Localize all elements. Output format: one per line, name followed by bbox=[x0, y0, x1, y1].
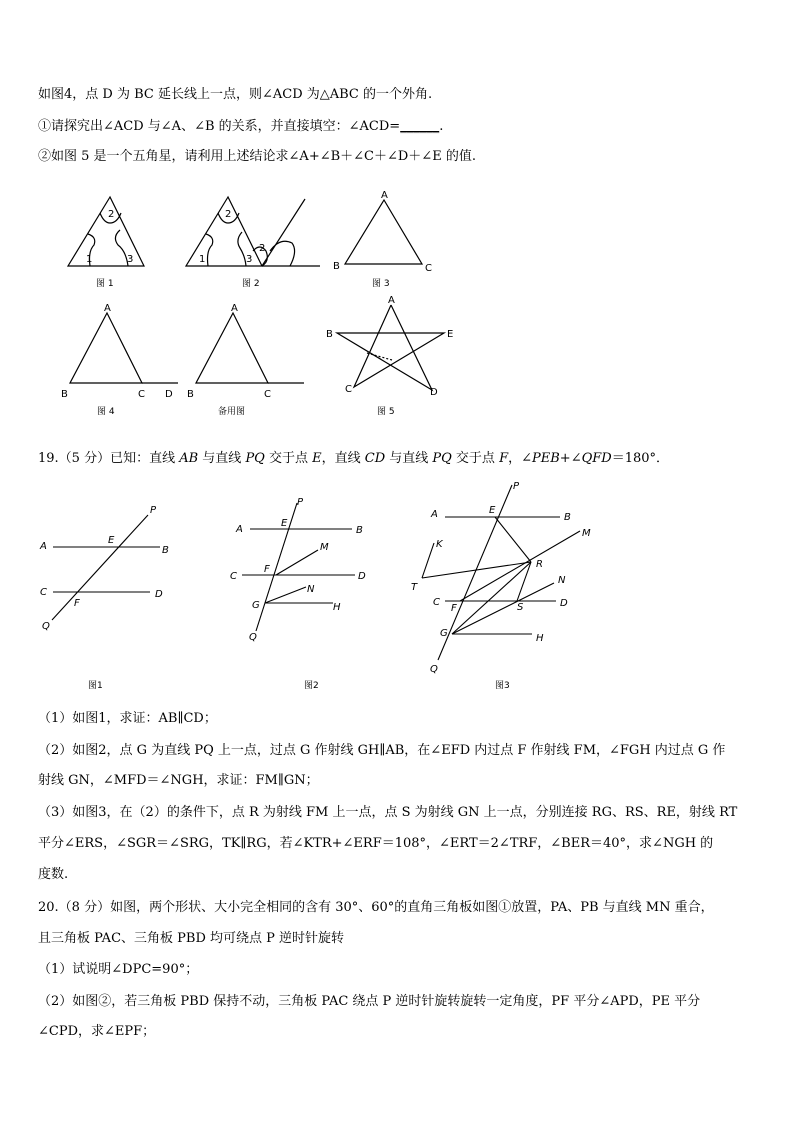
answer-blank: ______ bbox=[400, 119, 440, 134]
spare-label-B: B bbox=[187, 389, 194, 400]
fig19-3-label-D: D bbox=[560, 598, 568, 609]
fig2-label-1: 1 bbox=[199, 254, 206, 265]
q19-part-3-line-3: 度数. bbox=[38, 867, 69, 882]
figure-4-triangle bbox=[70, 313, 142, 383]
fig19-3-label-T: T bbox=[411, 582, 418, 593]
fig2-caption: 图 2 bbox=[242, 279, 260, 289]
spare-label-A: A bbox=[231, 303, 238, 314]
q19-stem-e: 与直线 bbox=[385, 451, 433, 466]
q19-AB: AB bbox=[179, 451, 199, 466]
fig19-2-label-N: N bbox=[307, 584, 315, 595]
q19-stem-g: ，∠ bbox=[508, 451, 532, 466]
q19-PQ2: PQ bbox=[432, 451, 452, 466]
fig19-3-label-P: P bbox=[513, 481, 520, 492]
question-1-prefix: ①请探究出∠ACD 与∠A、∠B 的关系，并直接填空：∠ACD= bbox=[38, 119, 401, 134]
q19-part-3-line-1: （3）如图3，在（2）的条件下，点 R 为射线 FM 上一点，点 S 为射线 GN 上一点，分别连接 RG、RS、RE，射线 RT bbox=[38, 805, 738, 820]
q19-stem-b: 与直线 bbox=[198, 451, 246, 466]
fig1-label-1: 1 bbox=[86, 254, 93, 265]
fig19-3-caption: 图3 bbox=[495, 681, 510, 691]
q19-stem-h: +∠ bbox=[559, 451, 582, 466]
spare-figure-triangle bbox=[196, 313, 268, 383]
fig19-1-caption: 图1 bbox=[88, 681, 103, 691]
q19-stem-a: 19.（5 分）已知：直线 bbox=[38, 451, 180, 466]
fig2-label-3: 3 bbox=[246, 254, 253, 265]
fig19-1-label-E: E bbox=[108, 535, 115, 546]
q19-PEB: PEB bbox=[532, 451, 560, 466]
fig19-1-label-A: A bbox=[40, 541, 47, 552]
question-1-suffix: . bbox=[439, 119, 444, 134]
q19-QFD: QFD bbox=[581, 451, 612, 466]
fig19-3-label-Q: Q bbox=[430, 664, 438, 675]
fig5-label-B: B bbox=[326, 329, 333, 340]
q19-part-2-line-1: （2）如图2，点 G 为直线 PQ 上一点，过点 G 作射线 GH∥AB，在∠EFD 内过点 F 作射线 FM，∠FGH 内过点 G 作 bbox=[38, 743, 726, 758]
q19-figures bbox=[0, 475, 794, 695]
fig19-2-label-G: G bbox=[252, 600, 260, 611]
q20-line-1: 20.（8 分）如图，两个形状、大小完全相同的含有 30°、60°的直角三角板如图①放置，PA、PB 与直线 MN 重合， bbox=[38, 900, 714, 915]
q19-part-1: （1）如图1，求证：AB∥CD； bbox=[38, 711, 217, 726]
figure-5-star bbox=[337, 305, 444, 390]
spare-caption: 备用图 bbox=[218, 407, 246, 417]
q19-E: E bbox=[312, 451, 322, 466]
fig4-label-D: D bbox=[165, 389, 173, 400]
fig5-label-E: E bbox=[447, 329, 454, 340]
fig5-label-A: A bbox=[388, 295, 395, 306]
fig19-3-label-N: N bbox=[558, 575, 566, 586]
fig19-2-label-A: A bbox=[236, 524, 243, 535]
fig1-caption: 图 1 bbox=[96, 279, 114, 289]
fig19-2-label-B: B bbox=[356, 525, 363, 536]
q19-stem-c: 交于点 bbox=[264, 451, 313, 466]
question-2: ②如图 5 是一个五角星，请利用上述结论求∠A+∠B＋∠C＋∠D＋∠E 的值. bbox=[38, 149, 476, 164]
fig19-1-label-C: C bbox=[40, 587, 47, 598]
q19-CD: CD bbox=[364, 451, 386, 466]
fig5-label-D: D bbox=[430, 387, 438, 398]
fig3-caption: 图 3 bbox=[372, 279, 390, 289]
q20-part-2-line-1: （2）如图②，若三角板 PBD 保持不动，三角板 PAC 绕点 P 逆时针旋转旋转一定角度，PF 平分∠APD，PE 平分 bbox=[38, 994, 701, 1009]
fig19-1-label-Q: Q bbox=[42, 621, 50, 632]
fig19-2-label-F: F bbox=[264, 564, 270, 575]
fig19-2-label-Q: Q bbox=[249, 632, 257, 643]
figure-3-triangle bbox=[345, 200, 422, 264]
fig5-label-C: C bbox=[345, 384, 352, 395]
q20-part-1: （1）试说明∠DPC=90°； bbox=[38, 962, 199, 977]
fig5-caption: 图 5 bbox=[377, 407, 395, 417]
fig19-3-label-C: C bbox=[433, 597, 440, 608]
fig19-3-label-S: S bbox=[517, 602, 524, 613]
fig19-2-label-M: M bbox=[320, 542, 329, 553]
intro-line-1: 如图4，点 D 为 BC 延长线上一点，则∠ACD 为△ABC 的一个外角. bbox=[38, 87, 433, 102]
fig1-label-3: 3 bbox=[127, 254, 134, 265]
fig19-3-label-B: B bbox=[564, 512, 571, 523]
figure-2-ray bbox=[262, 199, 305, 266]
fig4-caption: 图 4 bbox=[97, 407, 115, 417]
fig19-3-label-R: R bbox=[536, 559, 543, 570]
fig19-3-label-F: F bbox=[451, 603, 457, 614]
fig19-2-label-H: H bbox=[333, 602, 341, 613]
top-figures bbox=[0, 185, 794, 455]
q19-part-3-line-2: 平分∠ERS，∠SGR＝∠SRG，TK∥RG，若∠KTR+∠ERF＝108°，∠ERT＝2∠TRF，∠BER＝40°，求∠NGH 的 bbox=[38, 836, 714, 851]
fig19-2-label-D: D bbox=[358, 571, 366, 582]
fig19-2-label-C: C bbox=[230, 571, 237, 582]
fig19-1-label-D: D bbox=[155, 589, 163, 600]
q20-part-2-line-2: ∠CPD，求∠EPF； bbox=[38, 1024, 156, 1039]
fig19-3-label-H: H bbox=[536, 633, 544, 644]
q19-stem-f: 交于点 bbox=[451, 451, 500, 466]
fig1-label-2: 2 bbox=[108, 209, 115, 220]
fig19-3-label-M: M bbox=[582, 528, 591, 539]
q19-stem-d: ，直线 bbox=[321, 451, 365, 466]
fig3-label-A: A bbox=[381, 190, 388, 201]
q20-line-2: 且三角板 PAC、三角板 PBD 均可绕点 P 逆时针旋转 bbox=[38, 931, 345, 946]
question-1 bbox=[38, 115, 443, 134]
fig19-3-label-A: A bbox=[431, 509, 438, 520]
q19-PQ: PQ bbox=[245, 451, 265, 466]
fig19-3-label-E: E bbox=[489, 505, 496, 516]
fig19-1-label-B: B bbox=[162, 545, 169, 556]
fig3-label-B: B bbox=[333, 261, 340, 272]
fig19-3-label-G: G bbox=[440, 628, 448, 639]
fig19-2-label-E: E bbox=[281, 518, 288, 529]
fig2-label-2a: 2 bbox=[225, 209, 232, 220]
spare-label-C: C bbox=[264, 389, 271, 400]
fig19-2-label-P: P bbox=[297, 497, 304, 508]
fig19-1-line-PQ bbox=[52, 515, 148, 620]
fig19-3-label-K: K bbox=[436, 539, 443, 550]
fig19-1-label-P: P bbox=[150, 505, 157, 516]
fig3-label-C: C bbox=[425, 263, 432, 274]
fig4-label-B: B bbox=[61, 389, 68, 400]
fig4-label-A: A bbox=[104, 303, 111, 314]
fig19-1-label-F: F bbox=[74, 598, 80, 609]
q19-part-2-line-2: 射线 GN，∠MFD＝∠NGH，求证：FM∥GN； bbox=[38, 773, 319, 788]
fig2-label-2b: 2 bbox=[259, 243, 266, 254]
q19-stem-i: ＝180°． bbox=[611, 451, 670, 466]
fig19-2-caption: 图2 bbox=[304, 681, 319, 691]
q19-stem bbox=[38, 447, 669, 466]
fig4-label-C: C bbox=[138, 389, 145, 400]
q19-F: F bbox=[499, 451, 509, 466]
